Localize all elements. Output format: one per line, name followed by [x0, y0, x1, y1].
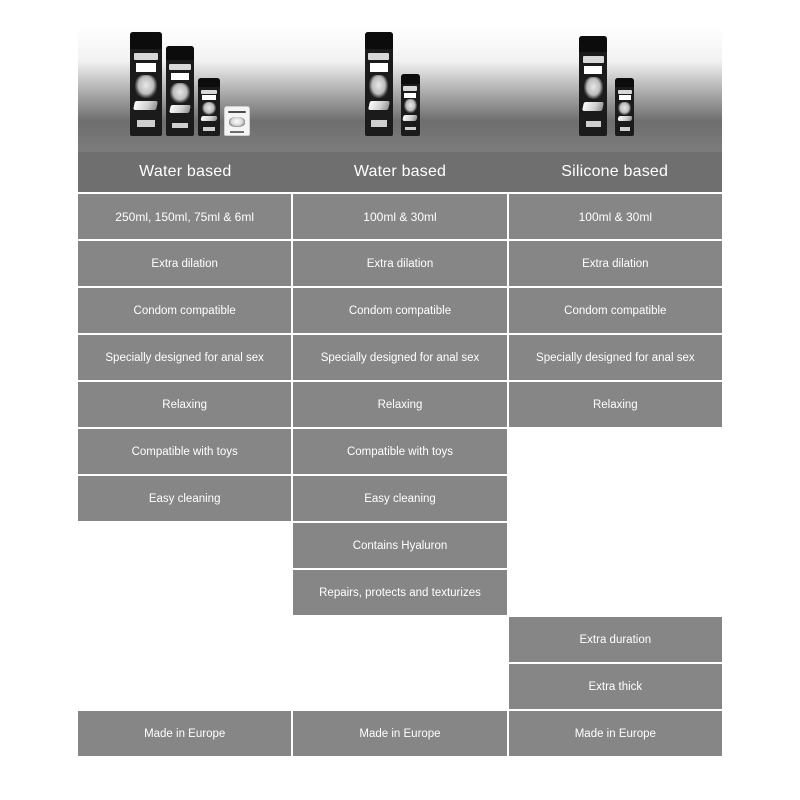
product-tube-150ml — [166, 46, 194, 136]
product-images-row — [78, 0, 722, 152]
product-group-water-based-tubes — [78, 0, 293, 152]
feature-cell: Relaxing — [509, 382, 722, 427]
feature-cell: Specially designed for anal sex — [293, 335, 506, 380]
face-artwork — [404, 99, 417, 113]
brand-logo — [169, 64, 190, 70]
bottle-cap — [365, 32, 393, 49]
feature-cell: Compatible with toys — [78, 429, 291, 474]
feature-cell-empty — [78, 570, 291, 615]
tube-cap — [166, 46, 194, 60]
feature-column-2 — [293, 194, 506, 756]
feature-cell: Contains Hyaluron — [293, 523, 506, 568]
feature-cell-empty — [509, 476, 722, 521]
product-bottle-100ml — [365, 32, 393, 136]
feature-cell-empty — [78, 523, 291, 568]
feature-cell: Extra dilation — [78, 241, 291, 286]
feature-cell-empty — [509, 570, 722, 615]
feature-cell: Extra dilation — [509, 241, 722, 286]
product-tube-250ml — [130, 32, 162, 136]
product-bottle-30ml — [615, 78, 634, 136]
face-artwork — [229, 117, 245, 128]
feature-cell: Easy cleaning — [78, 476, 291, 521]
extra-band — [586, 121, 602, 127]
product-sachet-6ml — [224, 106, 250, 136]
feature-cell-empty — [293, 617, 506, 662]
script-artwork — [582, 102, 604, 111]
extra-band — [371, 120, 387, 126]
product-group-silicone-based — [507, 0, 722, 152]
column-header-3: Silicone based — [561, 163, 669, 180]
brand-logo — [368, 53, 389, 60]
extra-band — [137, 120, 155, 126]
extra-band — [203, 127, 215, 130]
column-header-1: Water based — [139, 163, 232, 180]
feature-cell: Compatible with toys — [293, 429, 506, 474]
extra-band — [230, 131, 243, 133]
feature-cell-empty — [78, 617, 291, 662]
brand-logo — [403, 86, 417, 90]
feature-cell-empty — [509, 429, 722, 474]
tube-cap — [130, 32, 162, 49]
face-artwork — [369, 75, 388, 98]
bottle-cap — [579, 36, 607, 52]
feature-cell: 100ml & 30ml — [293, 194, 506, 239]
face-artwork — [584, 77, 603, 99]
script-artwork — [403, 115, 418, 121]
feature-cell: Made in Europe — [78, 711, 291, 756]
feature-cell-empty — [293, 664, 506, 709]
feature-cell: Specially designed for anal sex — [78, 335, 291, 380]
script-artwork — [617, 116, 632, 121]
product-name-band — [202, 95, 216, 100]
face-artwork — [202, 102, 217, 115]
product-group-water-based-bottles — [293, 0, 508, 152]
feature-cell: Extra thick — [509, 664, 722, 709]
extra-band — [172, 123, 188, 128]
product-name-band — [584, 66, 602, 74]
feature-cell: Made in Europe — [293, 711, 506, 756]
feature-cell: Specially designed for anal sex — [509, 335, 722, 380]
product-name-band — [404, 93, 416, 98]
tube-cap — [198, 78, 220, 87]
product-name-band — [370, 63, 388, 71]
brand-logo — [134, 53, 158, 60]
script-artwork — [368, 101, 390, 110]
brand-logo — [583, 56, 604, 63]
bottle-cap — [615, 78, 634, 87]
feature-grid — [78, 194, 722, 756]
product-tube-75ml — [198, 78, 220, 136]
feature-cell: Made in Europe — [509, 711, 722, 756]
product-name-band — [136, 63, 157, 71]
feature-cell: Easy cleaning — [293, 476, 506, 521]
feature-cell-empty — [509, 523, 722, 568]
column-headers — [78, 152, 722, 192]
product-name-band — [171, 73, 189, 80]
product-bottle-30ml — [401, 74, 420, 136]
extra-band — [405, 127, 416, 131]
feature-cell: Repairs, protects and texturizes — [293, 570, 506, 615]
extra-band — [620, 127, 631, 130]
feature-column-1 — [78, 194, 291, 756]
feature-cell: Condom compatible — [78, 288, 291, 333]
script-artwork — [201, 116, 218, 121]
feature-cell: Relaxing — [78, 382, 291, 427]
script-artwork — [133, 101, 158, 110]
feature-cell: Condom compatible — [293, 288, 506, 333]
face-artwork — [135, 75, 157, 98]
feature-cell: 250ml, 150ml, 75ml & 6ml — [78, 194, 291, 239]
face-artwork — [618, 102, 631, 115]
brand-logo — [618, 90, 632, 94]
feature-cell: Condom compatible — [509, 288, 722, 333]
product-name-band — [619, 95, 631, 100]
bottle-cap — [401, 74, 420, 84]
column-header-2: Water based — [353, 163, 447, 180]
brand-logo — [228, 111, 246, 113]
feature-column-3 — [509, 194, 722, 756]
feature-cell: Extra dilation — [293, 241, 506, 286]
feature-cell-empty — [78, 664, 291, 709]
script-artwork — [169, 105, 191, 113]
feature-cell: Relaxing — [293, 382, 506, 427]
feature-cell: 100ml & 30ml — [509, 194, 722, 239]
product-bottle-100ml — [579, 36, 607, 136]
feature-cell: Extra duration — [509, 617, 722, 662]
face-artwork — [170, 83, 189, 103]
brand-logo — [201, 90, 218, 94]
